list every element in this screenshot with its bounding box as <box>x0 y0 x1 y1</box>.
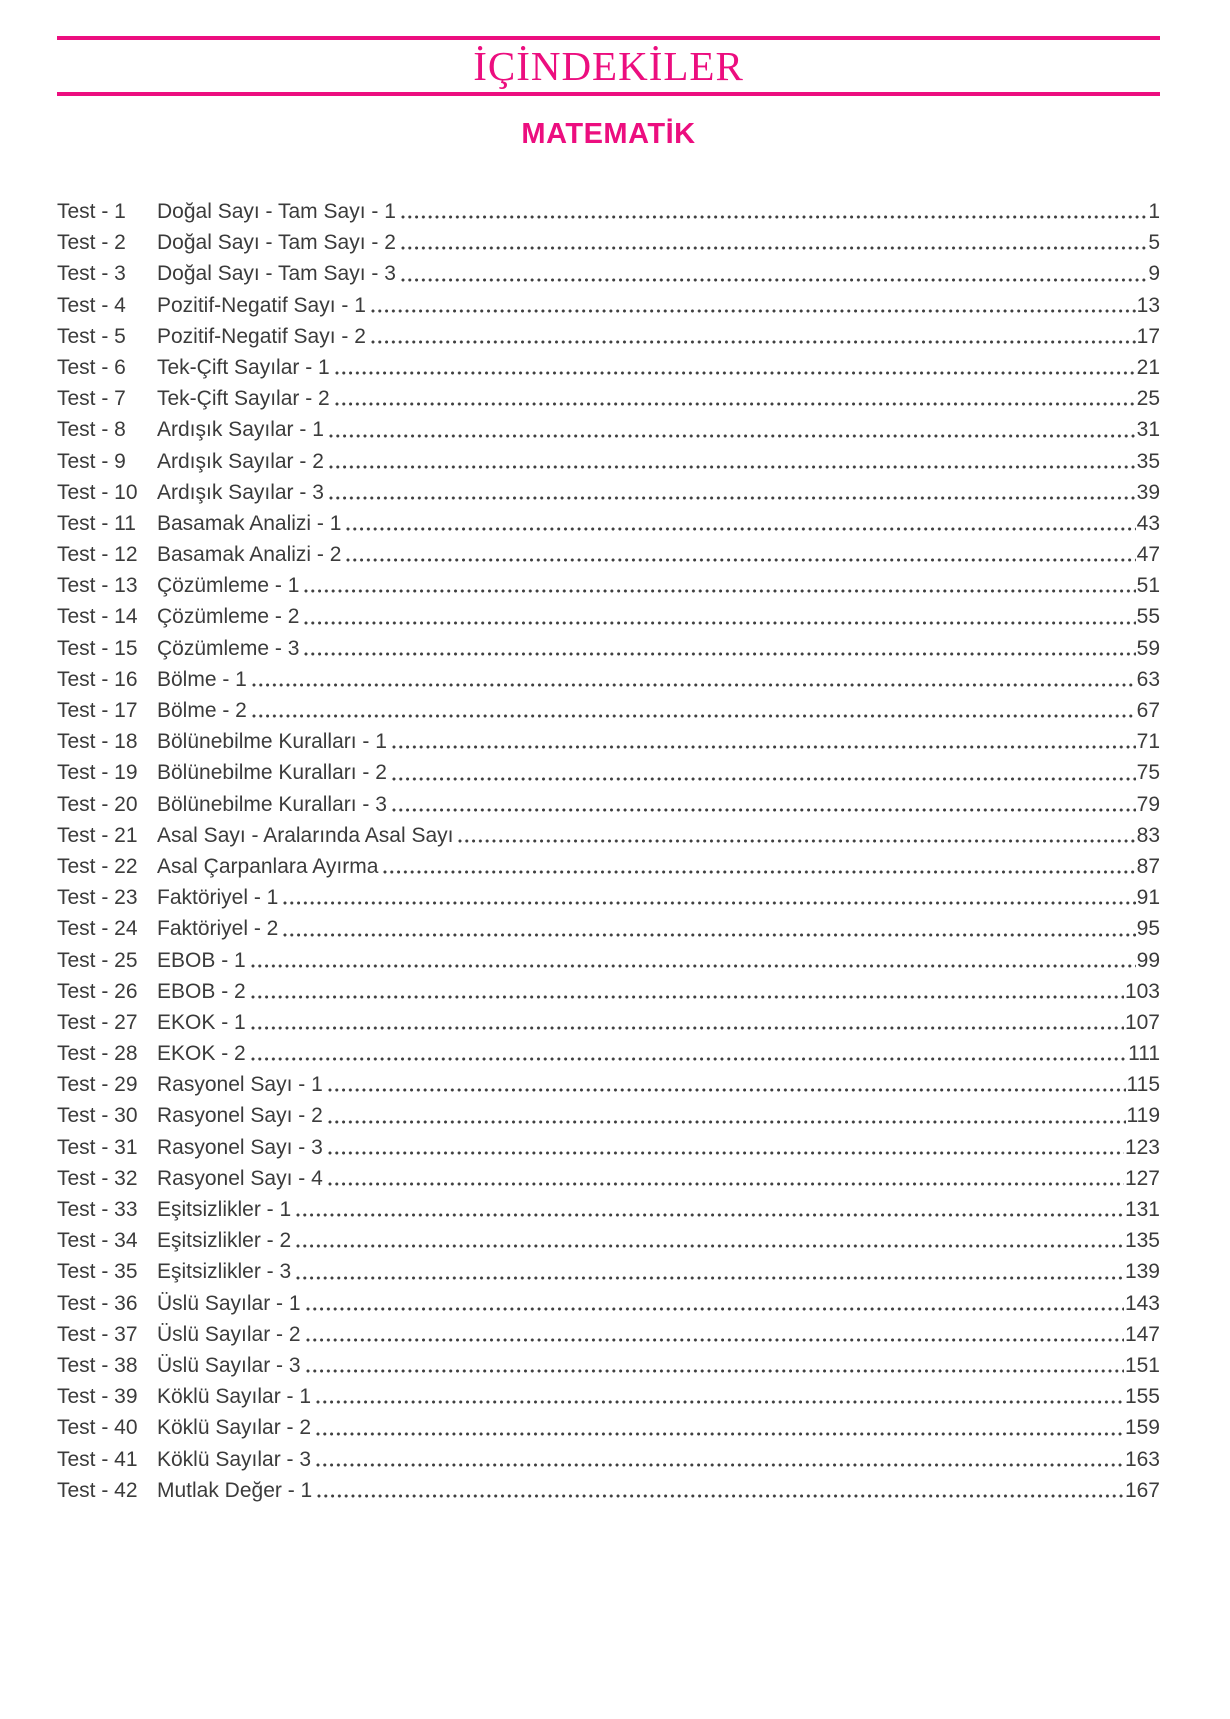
toc-topic-title: Ardışık Sayılar - 1 <box>157 418 324 442</box>
toc-page-number: 79 <box>1136 792 1160 816</box>
toc-test-label: Test - 19 <box>57 761 138 785</box>
toc-topic-title: EKOK - 1 <box>157 1010 246 1034</box>
toc-page-number: 71 <box>1136 730 1160 754</box>
toc-dot-leader <box>317 1475 1124 1506</box>
toc-page-number: 111 <box>1128 1042 1160 1066</box>
toc-page-number: 67 <box>1136 699 1160 722</box>
toc-dot-leader <box>346 508 1135 539</box>
toc-row <box>57 1475 1160 1506</box>
toc-row <box>57 976 1160 1007</box>
toc-dot-leader <box>383 851 1135 882</box>
toc-topic-title: Tek-Çift Sayılar - 1 <box>157 355 330 379</box>
toc-page-number: 5 <box>1148 231 1160 255</box>
toc-row <box>57 1132 1160 1163</box>
toc-test-label: Test - 14 <box>57 605 138 629</box>
toc-row <box>57 1194 1160 1225</box>
toc-dot-leader <box>392 789 1136 820</box>
toc-row <box>57 789 1160 820</box>
toc-page-number: 9 <box>1148 262 1160 286</box>
toc-test-label: Test - 4 <box>57 293 126 317</box>
toc-test-label: Test - 34 <box>57 1229 138 1253</box>
toc-test-label: Test - 30 <box>57 1104 138 1128</box>
toc-page-number: 39 <box>1136 480 1160 504</box>
toc-dot-leader <box>306 1288 1124 1319</box>
toc-test-label: Test - 13 <box>57 574 138 598</box>
toc-row <box>57 757 1160 788</box>
toc-topic-title: Doğal Sayı - Tam Sayı - 2 <box>157 231 396 255</box>
toc-dot-leader <box>392 726 1136 757</box>
toc-test-label: Test - 6 <box>57 355 126 379</box>
toc-row <box>57 1038 1160 1069</box>
toc-dot-leader <box>283 913 1135 944</box>
toc-row <box>57 196 1160 227</box>
toc-dot-leader <box>335 383 1136 414</box>
toc-row <box>57 570 1160 601</box>
toc-dot-leader <box>306 1350 1124 1381</box>
toc-dot-leader <box>392 757 1136 788</box>
toc-dot-leader <box>401 196 1147 227</box>
toc-test-label: Test - 36 <box>57 1291 138 1315</box>
toc-row <box>57 446 1160 477</box>
toc-topic-title: Bölünebilme Kuralları - 2 <box>157 761 387 785</box>
toc-topic-title: Köklü Sayılar - 3 <box>157 1447 312 1471</box>
toc-topic-title: Rasyonel Sayı - 4 <box>157 1166 323 1190</box>
toc-test-label: Test - 37 <box>57 1322 138 1346</box>
toc-row <box>57 227 1160 258</box>
toc-page-number: 163 <box>1124 1447 1160 1471</box>
toc-page-number: 127 <box>1124 1166 1160 1190</box>
toc-dot-leader <box>328 1069 1126 1100</box>
toc-dot-leader <box>328 1100 1126 1131</box>
toc-topic-title: Pozitif-Negatif Sayı - 2 <box>157 324 366 348</box>
toc-topic-title: Ardışık Sayılar - 2 <box>157 449 324 473</box>
toc-row <box>57 290 1160 321</box>
toc-page-number: 155 <box>1124 1385 1160 1409</box>
toc-topic-title: Eşitsizlikler - 3 <box>157 1260 292 1284</box>
toc-topic-title: Rasyonel Sayı - 2 <box>157 1104 323 1128</box>
header-rule-top <box>57 36 1160 40</box>
toc-topic-title: Asal Sayı - Aralarında Asal Sayı <box>157 823 454 847</box>
toc-dot-leader <box>329 446 1136 477</box>
toc-topic-title: Köklü Sayılar - 2 <box>157 1416 312 1440</box>
toc-topic-title: Eşitsizlikler - 2 <box>157 1229 292 1253</box>
toc-page-number: 25 <box>1136 387 1160 411</box>
toc-list <box>57 196 1160 1506</box>
toc-topic-title: Doğal Sayı - Tam Sayı - 3 <box>157 262 396 286</box>
toc-topic-title: Bölme - 2 <box>157 699 247 722</box>
toc-page-number: 119 <box>1126 1104 1160 1128</box>
toc-page <box>0 36 1230 1719</box>
toc-topic-title: Üslü Sayılar - 2 <box>157 1322 301 1346</box>
toc-dot-leader <box>329 477 1136 508</box>
toc-row <box>57 258 1160 289</box>
toc-topic-title: Tek-Çift Sayılar - 2 <box>157 387 330 411</box>
toc-test-label: Test - 16 <box>57 667 138 691</box>
toc-test-label: Test - 35 <box>57 1260 138 1284</box>
toc-test-label: Test - 21 <box>57 823 138 847</box>
toc-row <box>57 913 1160 944</box>
toc-row <box>57 633 1160 664</box>
toc-page-number: 135 <box>1124 1229 1160 1253</box>
toc-dot-leader <box>283 882 1135 913</box>
toc-row <box>57 1381 1160 1412</box>
toc-page-number: 1 <box>1148 200 1160 223</box>
toc-dot-leader <box>316 1444 1124 1475</box>
toc-test-label: Test - 38 <box>57 1353 138 1377</box>
toc-row <box>57 851 1160 882</box>
toc-test-label: Test - 41 <box>57 1447 138 1471</box>
toc-test-label: Test - 25 <box>57 948 138 972</box>
toc-page-number: 31 <box>1136 418 1160 442</box>
toc-row <box>57 508 1160 539</box>
toc-topic-title: Faktöriyel - 2 <box>157 917 279 941</box>
toc-page-number: 159 <box>1124 1416 1160 1440</box>
toc-row <box>57 664 1160 695</box>
toc-page-number: 139 <box>1124 1260 1160 1284</box>
toc-row <box>57 820 1160 851</box>
toc-page-number: 13 <box>1136 293 1160 317</box>
toc-dot-leader <box>304 601 1135 632</box>
toc-test-label: Test - 7 <box>57 387 126 411</box>
toc-test-label: Test - 24 <box>57 917 138 941</box>
toc-page-number: 51 <box>1136 574 1160 598</box>
toc-row <box>57 414 1160 445</box>
toc-test-label: Test - 22 <box>57 854 138 878</box>
toc-dot-leader <box>401 258 1147 289</box>
toc-row <box>57 726 1160 757</box>
toc-test-label: Test - 11 <box>57 511 136 535</box>
toc-test-label: Test - 17 <box>57 699 138 722</box>
toc-test-label: Test - 26 <box>57 979 138 1003</box>
toc-page-number: 123 <box>1124 1135 1160 1159</box>
toc-topic-title: Rasyonel Sayı - 3 <box>157 1135 323 1159</box>
toc-page-number: 147 <box>1124 1322 1160 1346</box>
toc-topic-title: Bölünebilme Kuralları - 1 <box>157 730 387 754</box>
toc-test-label: Test - 29 <box>57 1073 138 1097</box>
toc-topic-title: Çözümleme - 2 <box>157 605 300 629</box>
toc-page-number: 59 <box>1136 636 1160 660</box>
toc-topic-title: Çözümleme - 1 <box>157 574 300 598</box>
toc-page-number: 43 <box>1136 511 1160 535</box>
toc-dot-leader <box>316 1412 1124 1443</box>
toc-page-number: 47 <box>1136 543 1160 567</box>
toc-row <box>57 1256 1160 1287</box>
toc-topic-title: Eşitsizlikler - 1 <box>157 1198 292 1221</box>
toc-row <box>57 1412 1160 1443</box>
toc-row <box>57 352 1160 383</box>
toc-dot-leader <box>251 1007 1124 1038</box>
toc-dot-leader <box>251 976 1124 1007</box>
toc-test-label: Test - 27 <box>57 1010 138 1034</box>
page-title: İÇİNDEKİLER <box>473 43 744 89</box>
toc-page-number: 17 <box>1136 324 1160 348</box>
toc-page-number: 83 <box>1136 823 1160 847</box>
toc-dot-leader <box>316 1381 1124 1412</box>
toc-row <box>57 539 1160 570</box>
toc-page-number: 143 <box>1124 1291 1160 1315</box>
section-title: MATEMATİK <box>521 118 696 150</box>
toc-test-label: Test - 31 <box>57 1135 138 1159</box>
toc-dot-leader <box>251 1038 1127 1069</box>
toc-topic-title: Asal Çarpanlara Ayırma <box>157 854 379 878</box>
toc-dot-leader <box>401 227 1147 258</box>
toc-page-number: 115 <box>1126 1073 1160 1097</box>
toc-test-label: Test - 9 <box>57 449 126 473</box>
toc-dot-leader <box>328 1163 1124 1194</box>
toc-test-label: Test - 20 <box>57 792 138 816</box>
toc-dot-leader <box>329 414 1136 445</box>
toc-page-number: 87 <box>1136 854 1160 878</box>
toc-page-number: 35 <box>1136 449 1160 473</box>
toc-dot-leader <box>328 1132 1124 1163</box>
toc-test-label: Test - 3 <box>57 262 126 286</box>
toc-row <box>57 321 1160 352</box>
toc-test-label: Test - 42 <box>57 1478 138 1502</box>
toc-dot-leader <box>296 1225 1124 1256</box>
toc-page-number: 103 <box>1124 979 1160 1003</box>
toc-test-label: Test - 10 <box>57 480 138 504</box>
toc-dot-leader <box>458 820 1135 851</box>
toc-topic-title: Bölünebilme Kuralları - 3 <box>157 792 387 816</box>
toc-row <box>57 695 1160 726</box>
toc-dot-leader <box>252 664 1136 695</box>
toc-topic-title: Çözümleme - 3 <box>157 636 300 660</box>
toc-row <box>57 1225 1160 1256</box>
toc-topic-title: Mutlak Değer - 1 <box>157 1478 313 1502</box>
toc-row <box>57 601 1160 632</box>
toc-page-number: 151 <box>1124 1353 1160 1377</box>
toc-test-label: Test - 2 <box>57 231 126 255</box>
toc-test-label: Test - 15 <box>57 636 138 660</box>
toc-test-label: Test - 39 <box>57 1385 138 1409</box>
toc-page-number: 21 <box>1136 355 1160 379</box>
toc-topic-title: Üslü Sayılar - 3 <box>157 1353 301 1377</box>
toc-test-label: Test - 5 <box>57 324 126 348</box>
toc-dot-leader <box>371 290 1136 321</box>
toc-dot-leader <box>296 1194 1124 1225</box>
toc-page-number: 167 <box>1124 1478 1160 1502</box>
toc-topic-title: EBOB - 2 <box>157 979 246 1003</box>
toc-topic-title: Bölme - 1 <box>157 667 247 691</box>
toc-row <box>57 1007 1160 1038</box>
toc-dot-leader <box>346 539 1135 570</box>
toc-row <box>57 1163 1160 1194</box>
toc-dot-leader <box>304 570 1135 601</box>
toc-page-number: 75 <box>1136 761 1160 785</box>
toc-topic-title: Faktöriyel - 1 <box>157 886 279 910</box>
toc-test-label: Test - 8 <box>57 418 126 442</box>
toc-page-number: 99 <box>1136 948 1160 972</box>
toc-page-number: 91 <box>1136 886 1160 910</box>
toc-page-number: 107 <box>1124 1010 1160 1034</box>
toc-page-number: 55 <box>1136 605 1160 629</box>
toc-dot-leader <box>371 321 1136 352</box>
toc-test-label: Test - 12 <box>57 543 138 567</box>
toc-dot-leader <box>335 352 1136 383</box>
header-rule-bottom <box>57 92 1160 96</box>
toc-page-number: 131 <box>1124 1198 1160 1221</box>
toc-test-label: Test - 28 <box>57 1042 138 1066</box>
toc-test-label: Test - 32 <box>57 1166 138 1190</box>
toc-topic-title: Köklü Sayılar - 1 <box>157 1385 312 1409</box>
toc-topic-title: Rasyonel Sayı - 1 <box>157 1073 323 1097</box>
toc-topic-title: Ardışık Sayılar - 3 <box>157 480 324 504</box>
toc-test-label: Test - 1 <box>57 200 126 223</box>
toc-page-number: 95 <box>1136 917 1160 941</box>
toc-row <box>57 882 1160 913</box>
toc-row <box>57 1444 1160 1475</box>
toc-topic-title: EKOK - 2 <box>157 1042 246 1066</box>
toc-dot-leader <box>296 1256 1124 1287</box>
toc-test-label: Test - 33 <box>57 1198 138 1221</box>
toc-topic-title: Basamak Analizi - 1 <box>157 511 342 535</box>
toc-dot-leader <box>252 695 1136 726</box>
toc-row <box>57 1350 1160 1381</box>
toc-dot-leader <box>306 1319 1124 1350</box>
toc-test-label: Test - 18 <box>57 730 138 754</box>
toc-row <box>57 1319 1160 1350</box>
toc-row <box>57 383 1160 414</box>
toc-topic-title: Basamak Analizi - 2 <box>157 543 342 567</box>
toc-row <box>57 477 1160 508</box>
toc-row <box>57 945 1160 976</box>
toc-page-number: 63 <box>1136 667 1160 691</box>
toc-topic-title: Doğal Sayı - Tam Sayı - 1 <box>157 200 396 223</box>
toc-test-label: Test - 40 <box>57 1416 138 1440</box>
toc-topic-title: Pozitif-Negatif Sayı - 1 <box>157 293 366 317</box>
toc-test-label: Test - 23 <box>57 886 138 910</box>
toc-topic-title: Üslü Sayılar - 1 <box>157 1291 301 1315</box>
toc-row <box>57 1288 1160 1319</box>
toc-row <box>57 1100 1160 1131</box>
toc-dot-leader <box>251 945 1136 976</box>
toc-dot-leader <box>304 633 1135 664</box>
toc-row <box>57 1069 1160 1100</box>
toc-topic-title: EBOB - 1 <box>157 948 246 972</box>
